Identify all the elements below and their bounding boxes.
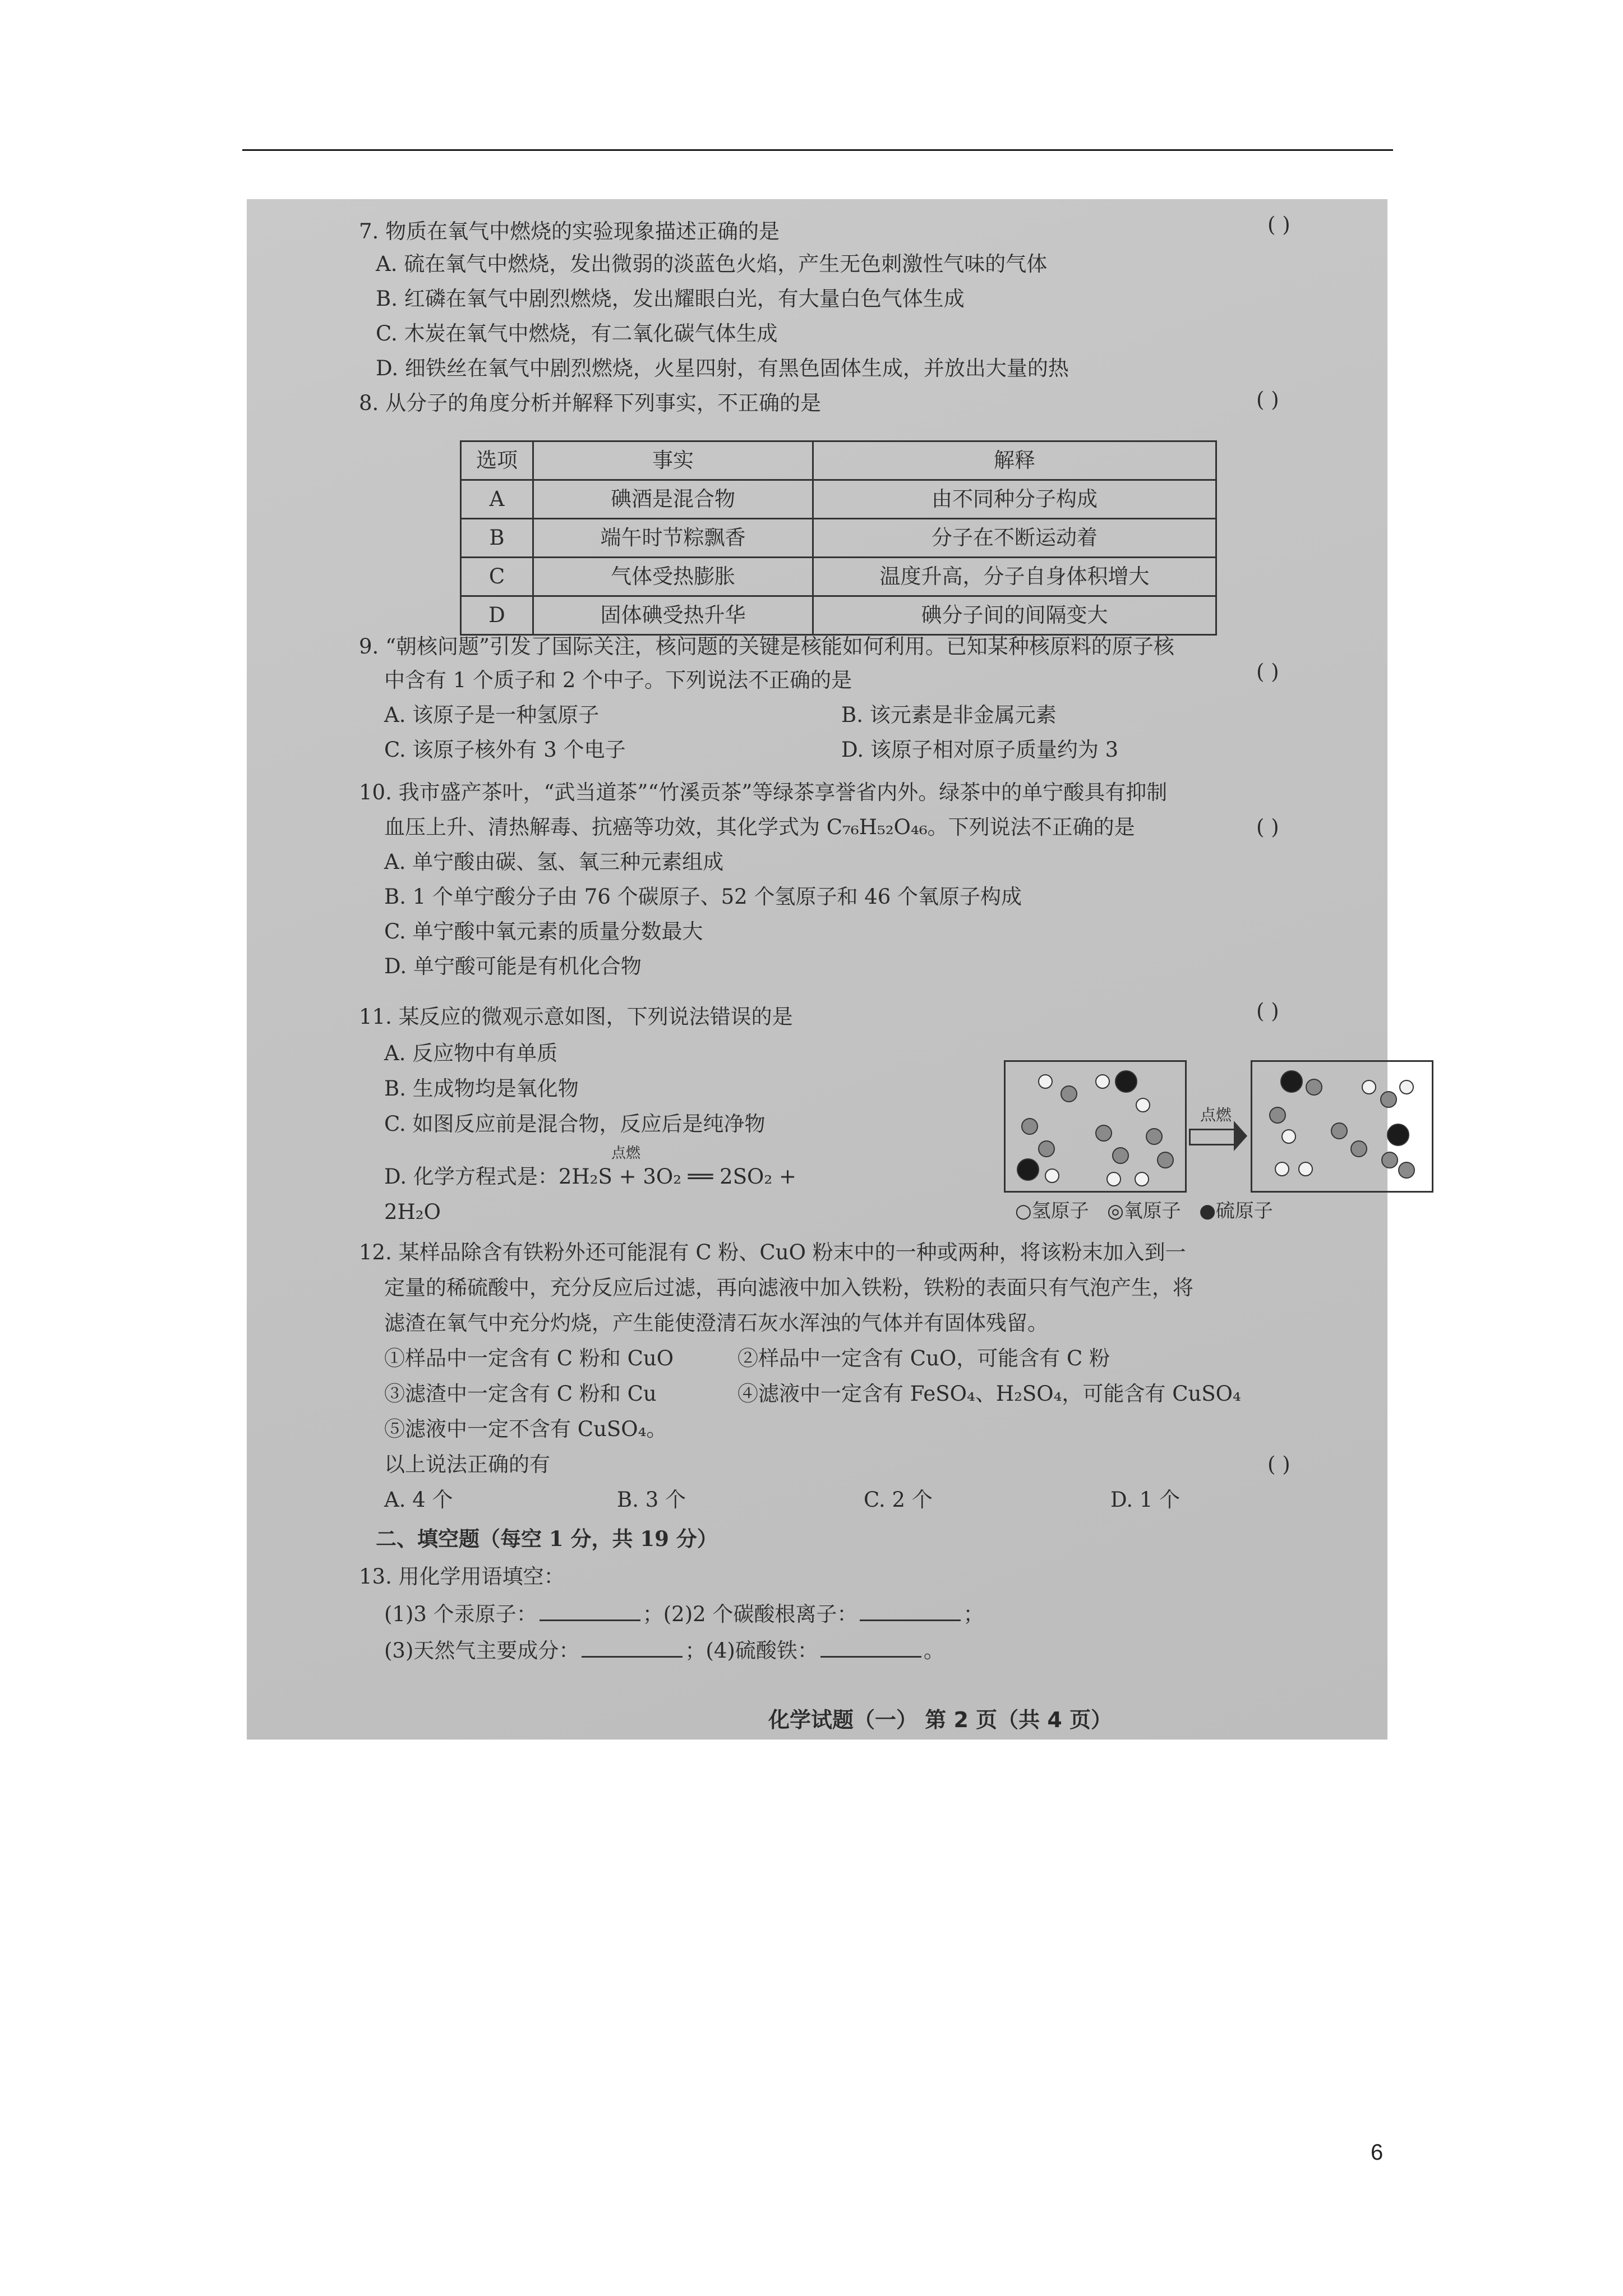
- table-row: [461, 558, 1216, 596]
- oxygen-atom: [1112, 1147, 1129, 1164]
- q12-stem-3: 滤渣在氧气中充分灼烧，产生能使澄清石灰水浑浊的气体并有固体残留。: [384, 1311, 1048, 1335]
- q13-stem: 13. 用化学用语填空：: [359, 1565, 565, 1589]
- q7-option-b: B. 红磷在氧气中剧烈燃烧，发出耀眼白光，有大量白色气体生成: [376, 287, 965, 311]
- oxygen-atom: [1157, 1152, 1174, 1168]
- page-footer: 化学试题（一） 第 2 页（共 4 页）: [768, 1708, 1113, 1732]
- sulfur-atom: [1017, 1158, 1039, 1181]
- q12-option-d: D. 1 个: [1110, 1488, 1181, 1512]
- hydrogen-atom: [1038, 1074, 1053, 1089]
- q12-option-a: A. 4 个: [384, 1488, 453, 1512]
- oxygen-atom: [1146, 1128, 1163, 1145]
- legend-sulfur: ●硫原子: [1199, 1200, 1273, 1222]
- q7-option-c: C. 木炭在氧气中燃烧，有二氧化碳气体生成: [376, 321, 778, 346]
- q10-option-a: A. 单宁酸由碳、氢、氧三种元素组成: [384, 850, 724, 874]
- q13-item-1: (1)3 个汞原子：: [384, 1602, 537, 1626]
- table-cell: 气体受热膨胀: [533, 558, 813, 596]
- hydrogen-atom: [1136, 1098, 1150, 1112]
- table-cell: 温度升高，分子自身体积增大: [813, 558, 1216, 596]
- punct: 。: [923, 1639, 944, 1663]
- q9-answer-paren: ( ): [1256, 660, 1279, 684]
- table-cell: 碘酒是混合物: [533, 480, 813, 519]
- reactants-box: [1004, 1060, 1187, 1193]
- q13-line-1: [384, 1602, 984, 1627]
- table-cell: C: [461, 558, 533, 596]
- reaction-diagram: [1004, 1060, 1430, 1257]
- table-row: [461, 480, 1216, 519]
- q9-option-a: A. 该原子是一种氢原子: [384, 703, 600, 727]
- q11-option-c: C. 如图反应前是混合物，反应后是纯净物: [384, 1112, 766, 1136]
- hydrogen-atom: [1362, 1080, 1376, 1094]
- sulfur-atom: [1387, 1124, 1409, 1146]
- table-cell: 由不同种分子构成: [813, 480, 1216, 519]
- oxygen-atom: [1350, 1140, 1367, 1157]
- hydrogen-atom: [1135, 1172, 1149, 1186]
- q10-answer-paren: ( ): [1256, 815, 1279, 839]
- q8-stem: 8. 从分子的角度分析并解释下列事实，不正确的是: [359, 391, 822, 415]
- oxygen-atom: [1380, 1091, 1397, 1108]
- legend-hydrogen: ○氢原子: [1015, 1200, 1089, 1222]
- q9-option-b: B. 该元素是非金属元素: [841, 703, 1057, 727]
- q12-item-3: ③滤渣中一定含有 C 粉和 Cu: [384, 1382, 657, 1406]
- sulfur-atom: [1115, 1070, 1137, 1093]
- q9-stem-2: 中含有 1 个质子和 2 个中子。下列说法不正确的是: [384, 668, 852, 692]
- q9-option-d: D. 该原子相对原子质量约为 3: [841, 738, 1119, 762]
- q8-answer-paren: ( ): [1256, 388, 1279, 412]
- q13-item-4: ；(4)硫酸铁：: [685, 1639, 818, 1663]
- q10-option-b: B. 1 个单宁酸分子由 76 个碳原子、52 个氢原子和 46 个氧原子构成: [384, 885, 1022, 909]
- page-number: 6: [1371, 2140, 1384, 2165]
- hydrogen-atom: [1298, 1162, 1313, 1176]
- q11-stem: 11. 某反应的微观示意如图，下列说法错误的是: [359, 1005, 793, 1029]
- q11-option-d-cont: 2H₂O: [384, 1200, 441, 1224]
- hydrogen-atom: [1281, 1129, 1296, 1144]
- punct: ；: [963, 1602, 984, 1626]
- hydrogen-atom: [1045, 1168, 1059, 1183]
- oxygen-atom: [1061, 1085, 1077, 1102]
- answer-blank[interactable]: [540, 1619, 640, 1621]
- table-cell: 端午时节粽飘香: [533, 519, 813, 558]
- oxygen-atom: [1331, 1122, 1348, 1139]
- table-header: 事实: [533, 441, 813, 480]
- header-rule: [242, 149, 1393, 151]
- exam-photo: [247, 199, 1387, 1740]
- q13-line-2: [384, 1638, 944, 1664]
- q11-reaction-condition: 点燃: [611, 1145, 641, 1162]
- hydrogen-atom: [1095, 1074, 1110, 1089]
- q7-option-d: D. 细铁丝在氧气中剧烈燃烧，火星四射，有黑色固体生成，并放出大量的热: [376, 356, 1069, 380]
- table-cell: 分子在不断运动着: [813, 519, 1216, 558]
- sulfur-atom: [1280, 1070, 1303, 1093]
- oxygen-atom: [1021, 1118, 1038, 1135]
- table-cell: B: [461, 519, 533, 558]
- q10-option-c: C. 单宁酸中氧元素的质量分数最大: [384, 919, 703, 944]
- q12-item-4: ④滤液中一定含有 FeSO₄、H₂SO₄，可能含有 CuSO₄: [737, 1382, 1241, 1406]
- table-cell: A: [461, 480, 533, 519]
- q12-answer-paren: ( ): [1267, 1452, 1290, 1476]
- q12-item-2: ②样品中一定含有 CuO，可能含有 C 粉: [737, 1346, 1110, 1370]
- q12-stem-2: 定量的稀硫酸中，充分反应后过滤，再向滤液中加入铁粉，铁粉的表面只有气泡产生，将: [384, 1276, 1193, 1300]
- reaction-arrow-icon: [1189, 1129, 1235, 1145]
- q12-stem-1: 12. 某样品除含有铁粉外还可能混有 C 粉、CuO 粉末中的一种或两种，将该粉末加入到一: [359, 1240, 1186, 1264]
- q8-table: [460, 440, 1217, 636]
- answer-blank[interactable]: [820, 1656, 921, 1658]
- q7-option-a: A. 硫在氧气中燃烧，发出微弱的淡蓝色火焰，产生无色刺激性气味的气体: [376, 252, 1048, 276]
- table-cell: 固体碘受热升华: [533, 596, 813, 635]
- q12-option-b: B. 3 个: [617, 1488, 686, 1512]
- q13-item-3: (3)天然气主要成分：: [384, 1639, 580, 1663]
- arrow-head-icon: [1234, 1121, 1247, 1151]
- q7-stem: 7. 物质在氧气中燃烧的实验现象描述正确的是: [359, 219, 780, 243]
- q7-answer-paren: ( ): [1267, 213, 1290, 237]
- q10-stem-1: 10. 我市盛产茶叶，“武当道茶”“竹溪贡茶”等绿茶享誉省内外。绿茶中的单宁酸具有抑制: [359, 780, 1168, 804]
- q10-stem-2: 血压上升、清热解毒、抗癌等功效，其化学式为 C₇₆H₅₂O₄₆。下列说法不正确的是: [384, 815, 1135, 839]
- oxygen-atom: [1381, 1152, 1398, 1168]
- arrow-label: 点燃: [1200, 1106, 1232, 1124]
- hydrogen-atom: [1399, 1080, 1414, 1094]
- table-cell: D: [461, 596, 533, 635]
- q12-item-1: ①样品中一定含有 C 粉和 CuO: [384, 1346, 674, 1370]
- table-header-row: [461, 441, 1216, 480]
- table-header: 选项: [461, 441, 533, 480]
- table-row: [461, 596, 1216, 635]
- answer-blank[interactable]: [582, 1656, 683, 1658]
- hydrogen-atom: [1106, 1172, 1121, 1186]
- q9-stem-1: 9. “朝核问题”引发了国际关注，核问题的关键是核能如何利用。已知某种核原料的原子核: [359, 634, 1174, 659]
- oxygen-atom: [1306, 1079, 1322, 1096]
- q11-answer-paren: ( ): [1256, 999, 1279, 1023]
- section-2-heading: 二、填空题（每空 1 分，共 19 分）: [376, 1526, 718, 1551]
- q12-item-5: ⑤滤液中一定不含有 CuSO₄。: [384, 1417, 667, 1441]
- q12-option-c: C. 2 个: [864, 1488, 933, 1512]
- hydrogen-atom: [1275, 1162, 1289, 1176]
- answer-blank[interactable]: [860, 1619, 961, 1621]
- q11-option-d: D. 化学方程式是：2H₂S + 3O₂ ══ 2SO₂ +: [384, 1165, 796, 1189]
- oxygen-atom: [1038, 1140, 1055, 1157]
- products-box: [1251, 1060, 1433, 1193]
- table-header: 解释: [813, 441, 1216, 480]
- q11-option-a: A. 反应物中有单质: [384, 1041, 558, 1065]
- oxygen-atom: [1398, 1162, 1415, 1179]
- oxygen-atom: [1269, 1107, 1286, 1124]
- q11-option-b: B. 生成物均是氧化物: [384, 1076, 579, 1101]
- q10-option-d: D. 单宁酸可能是有机化合物: [384, 954, 642, 978]
- q12-tail: 以上说法正确的有: [384, 1452, 550, 1476]
- legend-oxygen: ◎氧原子: [1107, 1200, 1181, 1222]
- diagram-legend: [1015, 1199, 1273, 1223]
- q13-item-2: ；(2)2 个碳酸根离子：: [642, 1602, 858, 1626]
- table-cell: 碘分子间的间隔变大: [813, 596, 1216, 635]
- oxygen-atom: [1095, 1125, 1112, 1142]
- table-row: [461, 519, 1216, 558]
- q9-option-c: C. 该原子核外有 3 个电子: [384, 738, 626, 762]
